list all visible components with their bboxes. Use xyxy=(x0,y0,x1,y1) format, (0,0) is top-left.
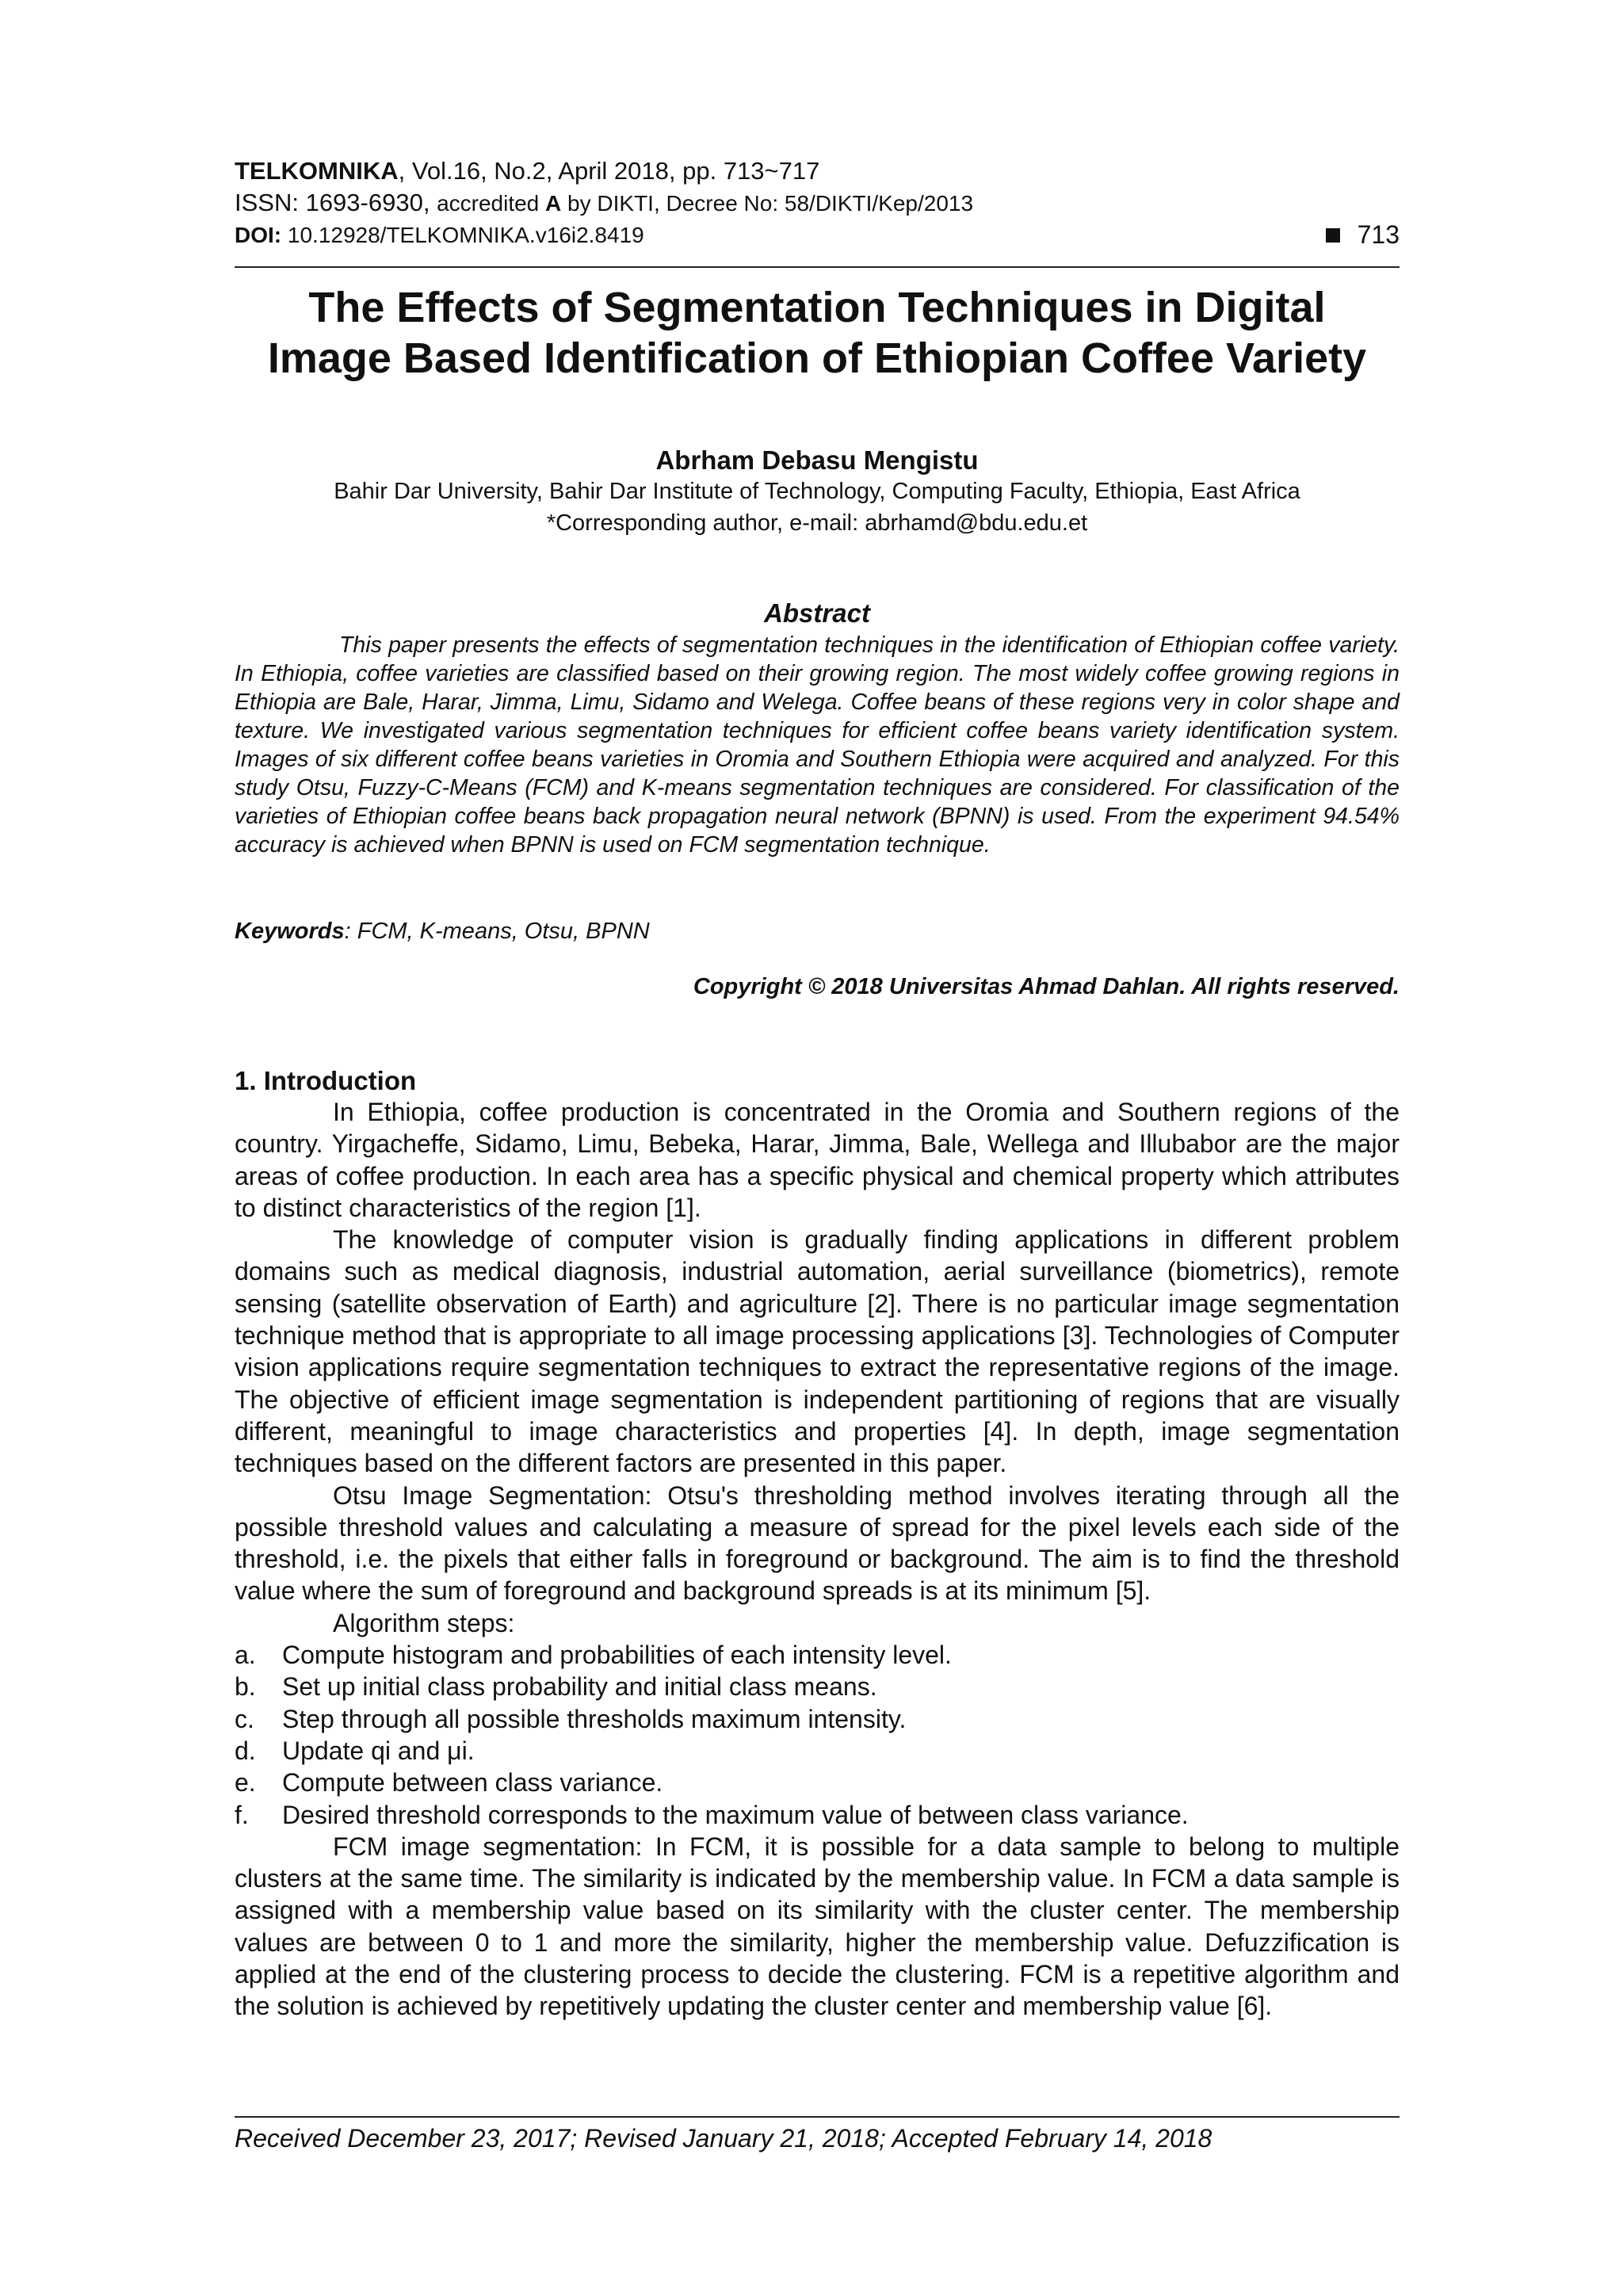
copyright-notice: Copyright © 2018 Universitas Ahmad Dahlan. All rights reserved. xyxy=(693,974,1400,999)
square-bullet-icon xyxy=(1326,228,1340,243)
list-item xyxy=(235,1703,1400,1735)
list-marker: b. xyxy=(235,1672,256,1702)
footer-rule xyxy=(235,2116,1400,2118)
doi-value: 10.12928/TELKOMNIKA.v16i2.8419 xyxy=(281,223,644,247)
list-marker: e. xyxy=(235,1768,256,1797)
intro-paragraph-2: The knowledge of computer vision is gradually finding applications in different problem domains such as medical diagnosis, industrial automation, aerial surveillance (biometrics), remote sensing (satellite observation of Earth) and agriculture [2]. There is no particular image segmentation technique method that is appropriate to all image processing applications [3]. Technologies of Computer vision applications require segmentation techniques to extract the representative regions of the image. The objective of efficient image segmentation is independent partitioning of regions that are visually different, meaningful to image characteristics and properties [4]. In depth, image segmentation techniques based on the different factors are presented in this paper. xyxy=(235,1225,1400,1478)
list-marker: a. xyxy=(235,1641,256,1670)
journal-name: TELKOMNIKA xyxy=(235,157,399,185)
section-heading-introduction: 1. Introduction xyxy=(235,1066,417,1095)
intro-paragraph-fcm: FCM image segmentation: In FCM, it is possible for a data sample to belong to multiple clusters at the same time. The similarity is indicated by the membership value. In FCM a data sample is assigned with a membership value based on its similarity with the cluster center. The membership values are between 0 to 1 and more the similarity, higher the membership value. Defuzzification is applied at the end of the clustering process to decide the clustering. FCM is a repetitive algorithm and the solution is achieved by repetitively updating the cluster center and membership value [6]. xyxy=(235,1832,1400,2021)
accreditation-prefix: accredited xyxy=(437,191,546,216)
list-item-text: Compute between class variance. xyxy=(282,1768,663,1797)
doi-label: DOI: xyxy=(235,223,282,247)
accreditation-grade: A xyxy=(545,191,562,216)
list-item xyxy=(235,1799,1400,1831)
algorithm-steps-list xyxy=(235,1639,1400,1831)
list-marker: f. xyxy=(235,1800,249,1829)
list-item-text: Desired threshold corresponds to the maximum value of between class variance. xyxy=(282,1800,1189,1829)
list-item xyxy=(235,1639,1400,1671)
page-number xyxy=(1326,219,1400,250)
page-number-value: 713 xyxy=(1357,220,1400,249)
intro-paragraph-1: In Ethiopia, coffee production is concentrated in the Oromia and Southern regions of the country. Yirgacheffe, Sidamo, Limu, Bebeka, Harar, Jimma, Bale, Wellega and Illubabor are the major areas of coffee production. In each area has a specific physical and chemical property which attributes to distinct characteristics of the region [1]. xyxy=(235,1098,1400,1222)
paper-title-line-2: Image Based Identification of Ethiopian Coffee Variety xyxy=(267,334,1367,382)
list-marker: c. xyxy=(235,1704,254,1733)
journal-volume: , Vol.16, No.2, April 2018, pp. 713~717 xyxy=(398,157,820,185)
intro-paragraph-otsu: Otsu Image Segmentation: Otsu's thresholding method involves iterating through all the possible threshold values and calculating a measure of spread for the pixel levels each side of the threshold, i.e. the pixels that either falls in foreground or background. The aim is to find the threshold value where the sum of foreground and background spreads is at its minimum [5]. xyxy=(235,1480,1400,1606)
list-item-text: Set up initial class probability and initial class means. xyxy=(282,1672,877,1702)
doi-line xyxy=(235,219,1400,251)
list-marker: d. xyxy=(235,1736,256,1765)
accreditation-suffix: by DIKTI, Decree No: 58/DIKTI/Kep/2013 xyxy=(561,191,974,216)
list-item xyxy=(235,1671,1400,1702)
author-affiliation: Bahir Dar University, Bahir Dar Institute of Technology, Computing Faculty, Ethiopia, East Africa xyxy=(334,479,1300,504)
keywords xyxy=(235,915,1400,947)
journal-citation xyxy=(235,155,1400,187)
issn: ISSN: 1693-6930, xyxy=(235,189,437,216)
corresponding-author: *Corresponding author, e-mail: abrhamd@bdu.edu.et xyxy=(546,510,1088,536)
algorithm-steps-title: Algorithm steps: xyxy=(333,1608,515,1637)
introduction-body xyxy=(235,1096,1400,2023)
manuscript-dates: Received December 23, 2017; Revised January 21, 2018; Accepted February 14, 2018 xyxy=(235,2124,1212,2153)
keywords-values: : FCM, K-means, Otsu, BPNN xyxy=(344,919,650,944)
list-item-text: Compute histogram and probabilities of each intensity level. xyxy=(282,1641,952,1670)
list-item xyxy=(235,1735,1400,1767)
author-name: Abrham Debasu Mengistu xyxy=(655,445,979,475)
abstract-text: This paper presents the effects of segmentation techniques in the identification of Ethiopian coffee variety. In Ethiopia, coffee varieties are classified based on their growing region. The most widely coffee growing regions in Ethiopia are Bale, Harar, Jimma, Limu, Sidamo and Welega. Coffee beans of these regions very in color shape and texture. We investigated various segmentation techniques for efficient coffee beans variety identification system. Images of six different coffee beans varieties in Oromia and Southern Ethiopia were acquired and analyzed. For this study Otsu, Fuzzy-C-Means (FCM) and K-means segmentation techniques are considered. For classification of the varieties of Ethiopian coffee beans back propagation neural network (BPNN) is used. From the experiment 94.54% accuracy is achieved when BPNN is used on FCM segmentation technique. xyxy=(235,632,1400,858)
paper-title-line-1: The Effects of Segmentation Techniques in Digital xyxy=(308,284,1326,331)
keywords-label: Keywords xyxy=(235,919,345,944)
paper-title xyxy=(235,282,1400,384)
list-item xyxy=(235,1767,1400,1798)
header-rule xyxy=(235,266,1400,268)
issn-line xyxy=(235,187,1400,220)
abstract-heading: Abstract xyxy=(764,598,870,628)
list-item-text: Update qi and μi. xyxy=(282,1736,475,1765)
list-item-text: Step through all possible thresholds maximum intensity. xyxy=(282,1704,907,1733)
